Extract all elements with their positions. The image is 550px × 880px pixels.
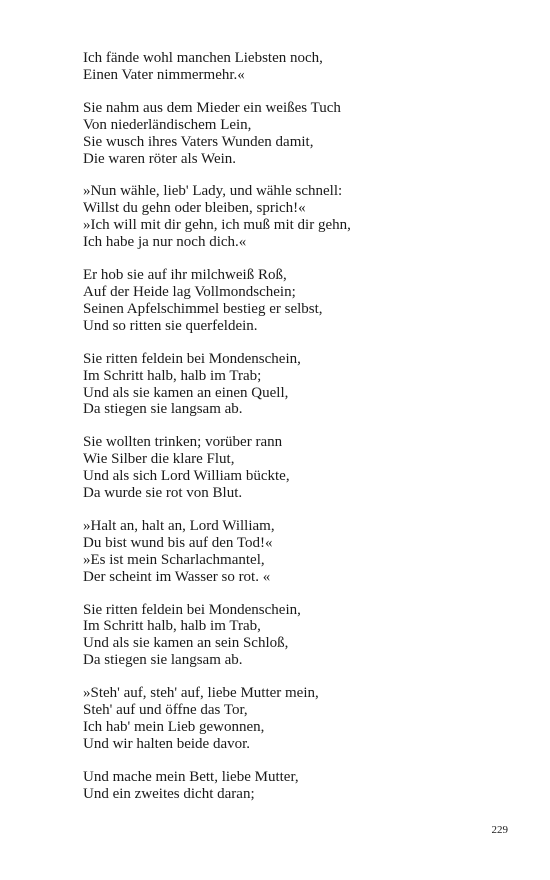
poem-line: Und wir halten beide davor. [83, 735, 251, 752]
poem-line: Seinen Apfelschimmel bestieg er selbst, [83, 300, 323, 317]
stanza [83, 434, 523, 502]
poem-line: Von niederländischem Lein, [83, 116, 252, 133]
poem-line: Sie ritten feldein bei Mondenschein, [83, 350, 301, 367]
poem-line: Die waren röter als Wein. [83, 150, 237, 167]
poem-line: »Nun wähle, lieb' Lady, und wähle schnell: [83, 183, 343, 200]
poem-line: Der scheint im Wasser so rot. « [83, 568, 271, 585]
stanza [83, 769, 523, 803]
poem-line: Da wurde sie rot von Blut. [83, 485, 243, 502]
page-number: 229 [491, 824, 508, 836]
poem-line: Steh' auf und öffne das Tor, [83, 702, 248, 719]
poem-line: Sie wollten trinken; vorüber rann [83, 434, 283, 451]
poem-line: Und als sich Lord William bückte, [83, 468, 290, 485]
poem-line: Und ein zweites dicht daran; [83, 785, 255, 802]
poem-line: Ich hab' mein Lieb gewonnen, [83, 719, 265, 735]
poem-line: »Ich will mit dir gehn, ich muß mit dir gehn, [83, 217, 351, 234]
poem-line: Da stiegen sie langsam ab. [83, 652, 243, 669]
poem-line: Ich habe ja nur noch dich.« [83, 234, 247, 251]
stanza [83, 183, 523, 251]
poem-text [83, 50, 523, 819]
stanza [83, 351, 523, 419]
poem-line: Wie Silber die klare Flut, [83, 451, 235, 468]
poem-line: »Steh' auf, steh' auf, liebe Mutter mein, [83, 685, 319, 702]
stanza [83, 50, 523, 84]
poem-line: Und als sie kamen an einen Quell, [83, 384, 289, 401]
poem-line: Du bist wund bis auf den Tod!« [83, 534, 273, 551]
poem-line: Da stiegen sie langsam ab. [83, 401, 243, 418]
poem-line: Sie wusch ihres Vaters Wunden damit, [83, 133, 314, 150]
poem-line: »Es ist mein Scharlachmantel, [83, 551, 265, 568]
stanza [83, 100, 523, 168]
poem-line: Willst du gehn oder bleiben, sprich!« [83, 200, 306, 217]
stanza [83, 518, 523, 586]
poem-line: Er hob sie auf ihr milchweiß Roß, [83, 267, 287, 284]
poem-line: Und als sie kamen an sein Schloß, [83, 635, 289, 652]
poem-line: Und mache mein Bett, liebe Mutter, [83, 768, 299, 785]
poem-line: Ich fände wohl manchen Liebsten noch, [83, 50, 323, 66]
stanza [83, 602, 523, 670]
poem-line: Im Schritt halb, halb im Trab; [83, 367, 262, 384]
poem-line: Sie ritten feldein bei Mondenschein, [83, 601, 301, 618]
stanza [83, 267, 523, 335]
poem-line: Einen Vater nimmermehr.« [83, 66, 245, 83]
stanza [83, 685, 523, 753]
poem-line: Sie nahm aus dem Mieder ein weißes Tuch [83, 99, 341, 116]
poem-line: Im Schritt halb, halb im Trab, [83, 618, 261, 635]
poem-line: Auf der Heide lag Vollmondschein; [83, 283, 296, 300]
poem-line: Und so ritten sie querfeldein. [83, 317, 258, 334]
poem-line: »Halt an, halt an, Lord William, [83, 517, 275, 534]
